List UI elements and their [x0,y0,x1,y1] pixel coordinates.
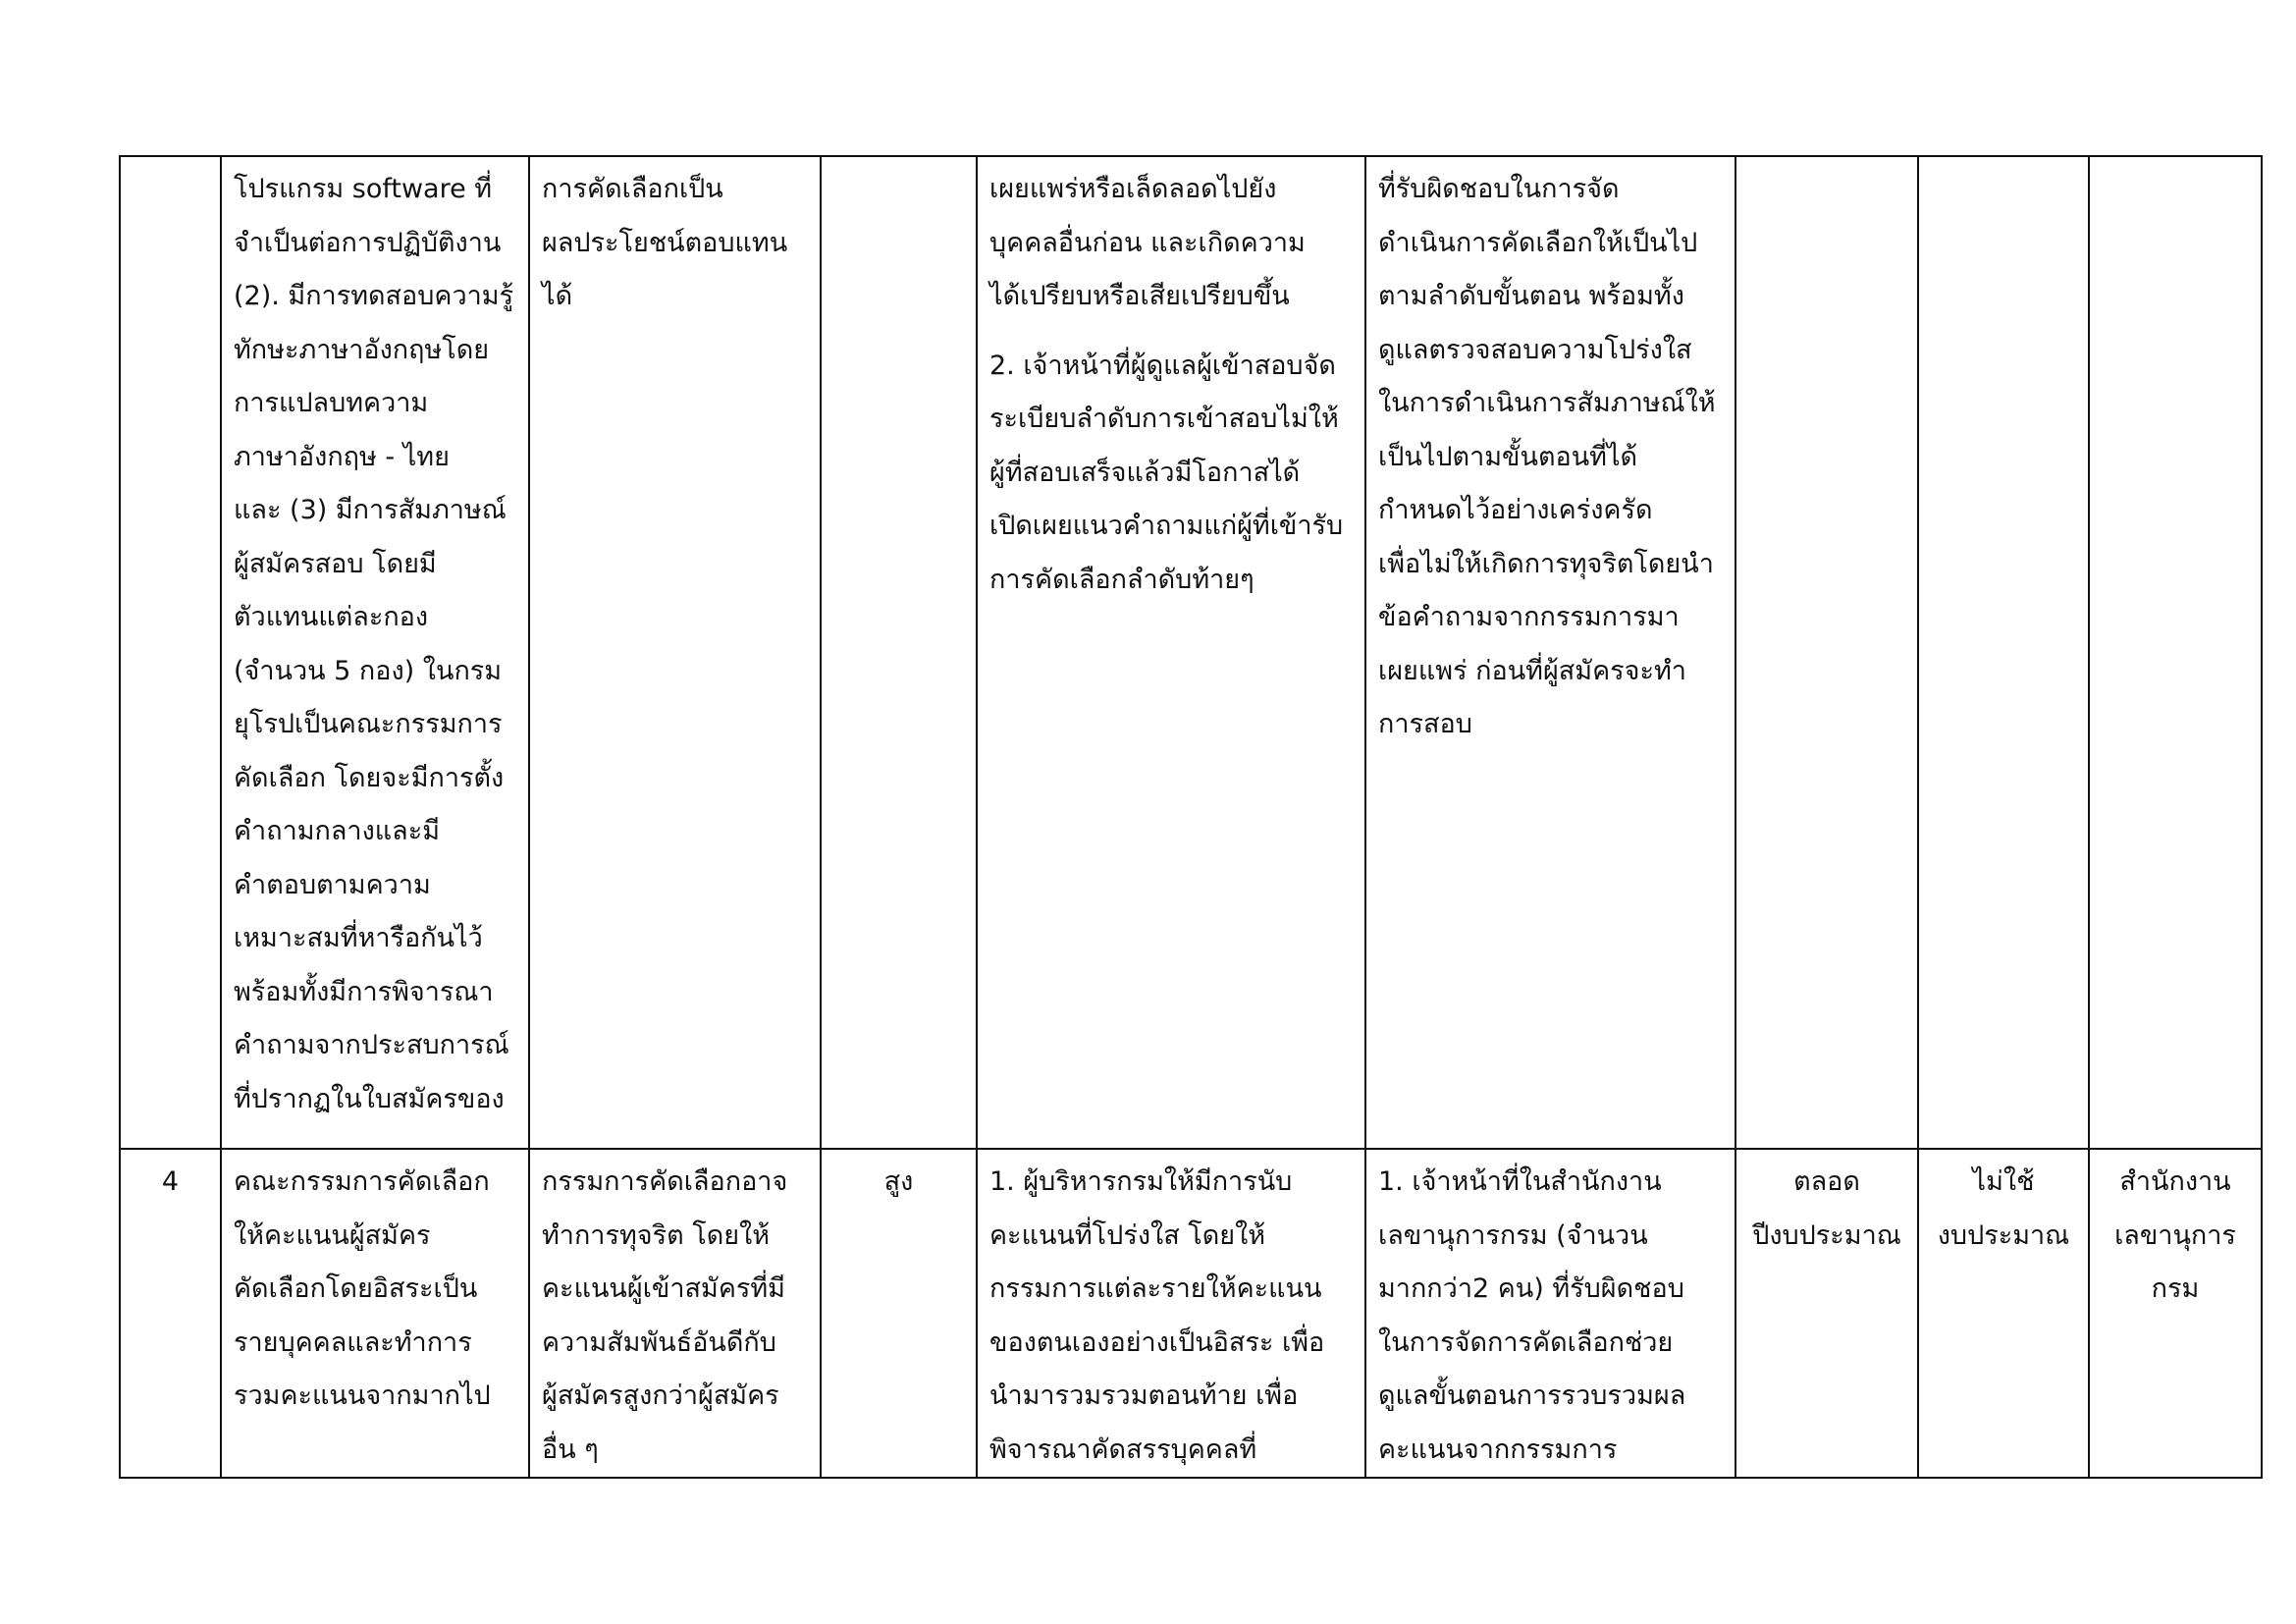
period-cell [1735,156,1918,1149]
text-line: ดูแลตรวจสอบความโปร่งใส [1378,334,1692,365]
text-line: ที่รับผิดชอบในการจัด [1378,174,1620,204]
text-line: ข้อคำถามจากกรรมการมา [1378,602,1680,632]
text-line: ดำเนินการคัดเลือกให้เป็นไป [1378,227,1698,258]
text-line: การสอบ [1378,709,1472,739]
budget-cell [1918,1149,2089,1478]
text-line: และ (3) มีการสัมภาษณ์ [234,495,507,525]
text-line: ผู้ที่สอบเสร็จแล้วมีโอกาสได้ [989,457,1301,488]
unit-cell [2089,156,2262,1149]
text-line: สำนักงาน [2119,1166,2231,1197]
text-line: โปรแกรม software ที่ [234,174,493,204]
text-line: (2). มีการทดสอบความรู้ [234,281,514,311]
text-line: การคัดเลือกเป็น [542,174,723,204]
text-line: 1. ผู้บริหารกรมให้มีการนับ [989,1166,1293,1197]
text-line: การแปลบทความ [234,388,429,418]
risk-event-cell [221,156,529,1149]
text-line: พร้อมทั้งมีการพิจารณา [234,976,494,1007]
table-row [120,156,2262,1149]
text-line: กรม [2151,1273,2200,1304]
text-line: คะแนนผู้เข้าสมัครที่มี [542,1273,785,1304]
text-line: งบประมาณ [1937,1219,2070,1251]
text-line: นำมารวมรวมตอนท้าย เพื่อ [989,1380,1299,1411]
text-line: กรรมการคัดเลือกอาจ [542,1166,788,1197]
text-line: เลขานุการ [2114,1219,2236,1251]
budget-cell [1918,156,2089,1149]
text-line: ระเบียบลำดับการเข้าสอบไม่ให้ [989,404,1339,434]
unit-cell [2089,1149,2262,1478]
text-line: เพื่อไม่ให้เกิดการทุจริตโดยนำ [1378,548,1714,579]
responsible-cell [1365,1149,1735,1478]
text-line: ในการจัดการคัดเลือกช่วย [1378,1326,1674,1358]
measures-cell [977,156,1365,1149]
row-number-cell: 4 [120,1149,221,1478]
text-line: คำตอบตามความ [234,869,431,900]
text-line: คัดเลือก โดยจะมีการตั้ง [234,762,505,793]
text-line: ตัวแทนแต่ละกอง [234,602,429,632]
text-line: รวมคะแนนจากมากไป [234,1380,491,1411]
text-line: ไม่ใช้ [1972,1166,2035,1197]
text-line: เผยแพร่ ก่อนที่ผู้สมัครจะทำ [1378,655,1686,686]
text-line: คัดเลือกโดยอิสระเป็น [234,1273,478,1304]
text-line: เป็นไปตามขั้นตอนที่ได้ [1378,441,1638,472]
text-line: คำถามจากประสบการณ์ [234,1030,509,1060]
text-line: ตลอด [1793,1166,1860,1197]
risk-level-cell [821,156,977,1149]
text-line: พิจารณาคัดสรรบุคคลที่ [989,1434,1257,1465]
text-line: 2. เจ้าหน้าที่ผู้ดูแลผู้เข้าสอบจัด [989,350,1336,381]
text-line: ได้เปรียบหรือเสียเปรียบขึ้น [989,281,1290,311]
risk-event-cell [221,1149,529,1478]
text-line: คำถามกลางและมี [234,816,441,846]
text-line: คะแนนที่โปร่งใส โดยให้ [989,1219,1266,1251]
text-line: ในการดำเนินการสัมภาษณ์ให้ [1378,388,1716,418]
text-line: ตามลำดับขั้นตอน พร้อมทั้ง [1378,281,1684,311]
text-line: ที่ปรากฏในใบสมัครของ [234,1083,505,1114]
text-line: 1. เจ้าหน้าที่ในสำนักงาน [1378,1166,1662,1197]
measure-paragraph [989,163,1353,324]
text-line: ของตนเองอย่างเป็นอิสระ เพื่อ [989,1326,1325,1358]
text-line: คณะกรรมการคัดเลือก [234,1166,490,1197]
text-line: (จำนวน 5 กอง) ในกรม [234,655,503,686]
text-line: ผลประโยชน์ตอบแทน [542,227,788,258]
text-line: ดูแลขั้นตอนการรวบรวมผล [1378,1380,1686,1411]
risk-factor-cell [529,1149,821,1478]
text-line: มากกว่า2 คน) ที่รับผิดชอบ [1378,1273,1684,1304]
responsible-cell [1365,156,1735,1149]
text-line: ได้ [542,281,573,311]
text-line: เหมาะสมที่หารือกันไว้ [234,923,483,953]
text-line: อื่น ๆ [542,1434,599,1465]
text-line: คะแนนจากกรรมการ [1378,1434,1618,1465]
period-cell [1735,1149,1918,1478]
text-line: ให้คะแนนผู้สมัคร [234,1219,431,1251]
row-number-cell [120,156,221,1149]
text-line: เลขานุการกรม (จำนวน [1378,1219,1648,1251]
text-line: ผู้สมัครสูงกว่าผู้สมัคร [542,1380,779,1411]
text-line: ภาษาอังกฤษ - ไทย [234,441,450,472]
risk-management-table [119,155,2263,1479]
text-line: ทำการทุจริต โดยให้ [542,1219,771,1251]
text-line: ทักษะภาษาอังกฤษโดย [234,334,490,365]
text-line: ยุโรปเป็นคณะกรรมการ [234,709,503,739]
text-line: การคัดเลือกลำดับท้ายๆ [989,564,1255,595]
text-line: บุคคลอื่นก่อน และเกิดความ [989,227,1306,258]
measure-paragraph [989,1156,1353,1477]
text-line: กรรมการแต่ละรายให้คะแนน [989,1273,1322,1304]
text-line: เผยแพร่หรือเล็ดลอดไปยัง [989,174,1277,204]
risk-factor-cell [529,156,821,1149]
text-line: เปิดเผยแนวคำถามแก่ผู้ที่เข้ารับ [989,511,1344,541]
measures-cell [977,1149,1365,1478]
text-line: กำหนดไว้อย่างเคร่งครัด [1378,495,1653,525]
risk-level-cell: สูง [821,1149,977,1478]
table-row [120,1149,2262,1478]
text-line: รายบุคคลและทำการ [234,1326,472,1358]
measure-paragraph [989,340,1353,608]
text-line: ผู้สมัครสอบ โดยมี [234,548,437,579]
text-line: ปีงบประมาณ [1752,1219,1901,1251]
text-line: ความสัมพันธ์อันดีกับ [542,1326,776,1358]
text-line: จำเป็นต่อการปฏิบัติงาน [234,227,502,258]
